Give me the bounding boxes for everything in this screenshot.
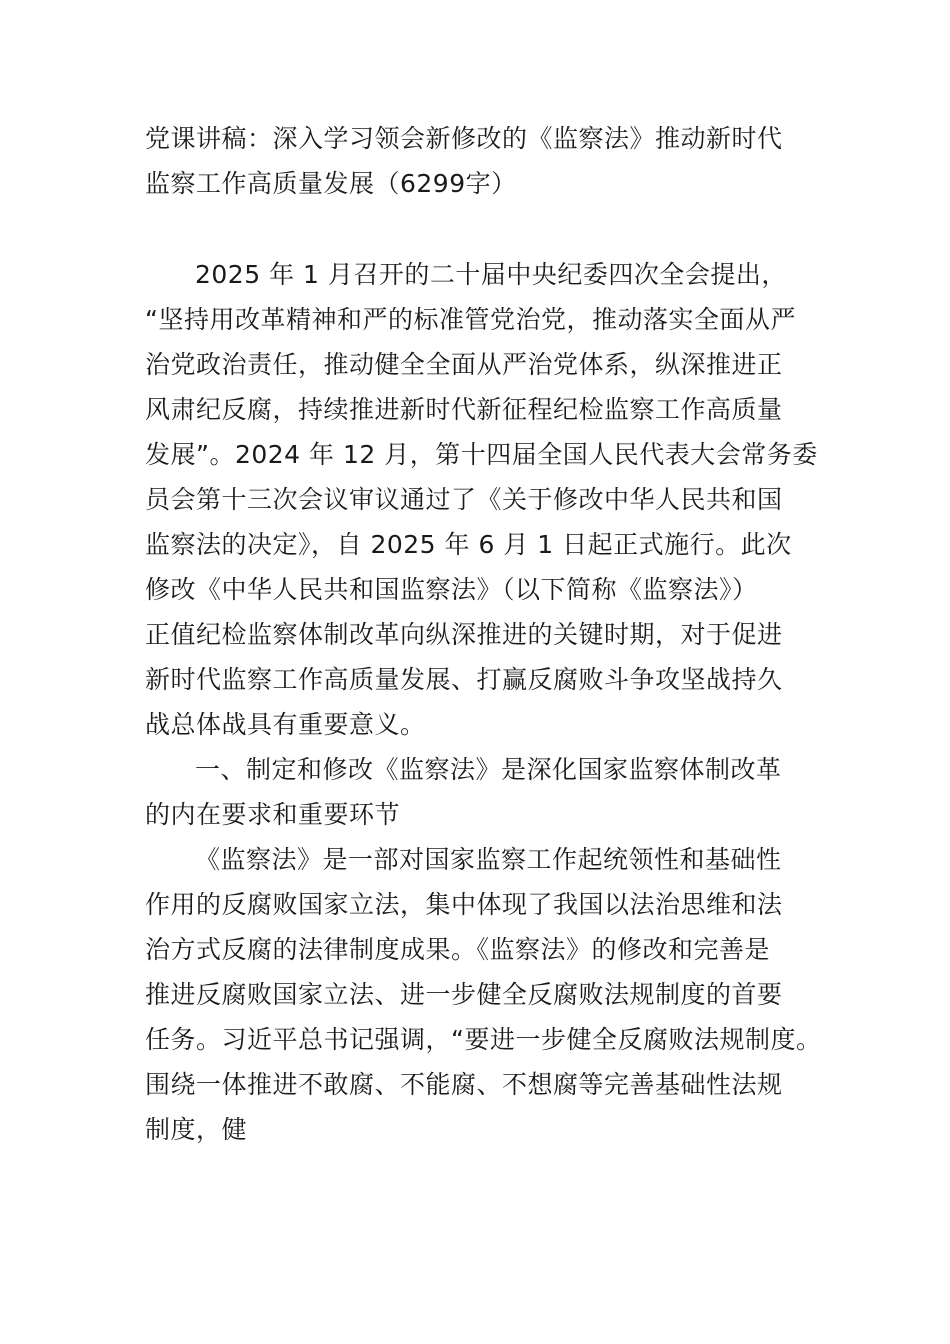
section-heading-line: 一、制定和修改《监察法》是深化国家监察体制改革 — [195, 755, 782, 784]
body-line: 修改《中华人民共和国监察法》（以下简称《监察法》） — [145, 575, 758, 604]
body-line: 新时代监察工作高质量发展、打赢反腐败斗争攻坚战持久 — [145, 665, 783, 694]
body-line: 《监察法》是一部对国家监察工作起统领性和基础性 — [195, 845, 782, 874]
title-line: 党课讲稿：深入学习领会新修改的《监察法》推动新时代 — [145, 124, 783, 153]
body-line: 发展”。2024 年 12 月，第十四届全国人民代表大会常务委 — [145, 440, 818, 469]
section-heading-line: 的内在要求和重要环节 — [145, 800, 401, 829]
body-line: 推进反腐败国家立法、进一步健全反腐败法规制度的首要 — [145, 980, 783, 1009]
body-line: 风肃纪反腐，持续推进新时代新征程纪检监察工作高质量 — [145, 395, 783, 424]
body-line: “坚持用改革精神和严的标准管党治党，推动落实全面从严 — [145, 305, 796, 334]
title-line: 监察工作高质量发展（6299字） — [145, 169, 517, 198]
body-line: 2025 年 1 月召开的二十届中央纪委四次全会提出， — [195, 260, 787, 289]
body-line: 战总体战具有重要意义。 — [145, 710, 426, 739]
body-line: 围绕一体推进不敢腐、不能腐、不想腐等完善基础性法规 — [145, 1070, 783, 1099]
body-line: 任务。习近平总书记强调，“要进一步健全反腐败法规制度。 — [145, 1025, 822, 1054]
document-title — [145, 116, 825, 206]
body-line: 制度，健 — [145, 1115, 248, 1144]
body-line: 监察法的决定》，自 2025 年 6 月 1 日起正式施行。此次 — [145, 530, 792, 559]
body-line: 治党政治责任，推动健全全面从严治党体系，纵深推进正 — [145, 350, 783, 379]
body-line: 治方式反腐的法律制度成果。《监察法》的修改和完善是 — [145, 935, 771, 964]
body-line: 正值纪检监察体制改革向纵深推进的关键时期，对于促进 — [145, 620, 783, 649]
body-line: 员会第十三次会议审议通过了《关于修改中华人民共和国 — [145, 485, 783, 514]
document-body — [145, 252, 825, 1152]
body-line: 作用的反腐败国家立法，集中体现了我国以法治思维和法 — [145, 890, 783, 919]
